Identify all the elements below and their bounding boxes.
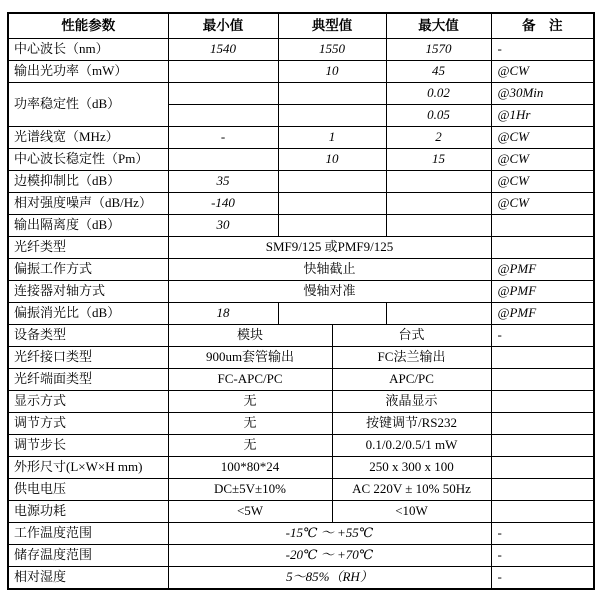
table-row bbox=[8, 149, 594, 171]
param-cell: 边模抑制比（dB） bbox=[8, 171, 168, 193]
param-cell: 光谱线宽（MHz） bbox=[8, 127, 168, 149]
param-cell: 连接器对轴方式 bbox=[8, 281, 168, 303]
right-value: 250 x 300 x 100 bbox=[332, 457, 491, 479]
header-row bbox=[8, 13, 594, 39]
param-cell: 相对强度噪声（dB/Hz） bbox=[8, 193, 168, 215]
typical-value bbox=[278, 215, 386, 237]
right-value: APC/PC bbox=[332, 369, 491, 391]
remark-cell: @CW bbox=[491, 171, 594, 193]
left-value: FC-APC/PC bbox=[168, 369, 332, 391]
merged-value: 快轴截止 bbox=[168, 259, 491, 281]
left-value: 无 bbox=[168, 435, 332, 457]
max-value: 0.05 bbox=[386, 105, 491, 127]
right-value: AC 220V ± 10% 50Hz bbox=[332, 479, 491, 501]
table-row bbox=[8, 215, 594, 237]
table-row bbox=[8, 435, 594, 457]
param-cell: 光纤端面类型 bbox=[8, 369, 168, 391]
remark-cell bbox=[491, 435, 594, 457]
min-value: 30 bbox=[168, 215, 278, 237]
param-cell: 工作温度范围 bbox=[8, 523, 168, 545]
table-row bbox=[8, 171, 594, 193]
left-value: DC±5V±10% bbox=[168, 479, 332, 501]
max-value: 0.02 bbox=[386, 83, 491, 105]
table-row bbox=[8, 259, 594, 281]
table-row bbox=[8, 523, 594, 545]
param-cell: 调节方式 bbox=[8, 413, 168, 435]
max-value: 45 bbox=[386, 61, 491, 83]
remark-cell: @CW bbox=[491, 127, 594, 149]
typical-value: 1 bbox=[278, 127, 386, 149]
remark-cell bbox=[491, 457, 594, 479]
right-value: 0.1/0.2/0.5/1 mW bbox=[332, 435, 491, 457]
remark-cell: - bbox=[491, 325, 594, 347]
left-value: 无 bbox=[168, 391, 332, 413]
right-value: FC法兰输出 bbox=[332, 347, 491, 369]
remark-cell: @30Min bbox=[491, 83, 594, 105]
remark-cell: - bbox=[491, 523, 594, 545]
param-cell: 输出光功率（mW） bbox=[8, 61, 168, 83]
left-value: <5W bbox=[168, 501, 332, 523]
min-value: 18 bbox=[168, 303, 278, 325]
table-row bbox=[8, 61, 594, 83]
table-row bbox=[8, 501, 594, 523]
param-cell: 功率稳定性（dB） bbox=[8, 83, 168, 127]
remark-cell: @PMF bbox=[491, 281, 594, 303]
typical-value bbox=[278, 105, 386, 127]
param-cell: 中心波长稳定性（Pm） bbox=[8, 149, 168, 171]
typical-value: 10 bbox=[278, 61, 386, 83]
left-value: 100*80*24 bbox=[168, 457, 332, 479]
remark-cell bbox=[491, 347, 594, 369]
remark-cell: @CW bbox=[491, 61, 594, 83]
max-value bbox=[386, 215, 491, 237]
table-row bbox=[8, 545, 594, 567]
table-row bbox=[8, 479, 594, 501]
remark-cell: - bbox=[491, 39, 594, 61]
min-value: - bbox=[168, 127, 278, 149]
table-row bbox=[8, 347, 594, 369]
remark-cell bbox=[491, 215, 594, 237]
table-row bbox=[8, 83, 594, 105]
remark-cell bbox=[491, 391, 594, 413]
table-row bbox=[8, 281, 594, 303]
param-cell: 光纤接口类型 bbox=[8, 347, 168, 369]
typical-value: 10 bbox=[278, 149, 386, 171]
col-header-max: 最大值 bbox=[386, 13, 491, 39]
remark-cell bbox=[491, 237, 594, 259]
table-row bbox=[8, 303, 594, 325]
param-cell: 偏振工作方式 bbox=[8, 259, 168, 281]
max-value bbox=[386, 303, 491, 325]
right-value: 按键调节/RS232 bbox=[332, 413, 491, 435]
spec-table bbox=[7, 12, 595, 590]
merged-value: 5～85%（RH） bbox=[168, 567, 491, 590]
merged-value: 慢轴对准 bbox=[168, 281, 491, 303]
max-value: 15 bbox=[386, 149, 491, 171]
param-cell: 外形尺寸(L×W×H mm) bbox=[8, 457, 168, 479]
table-row bbox=[8, 567, 594, 590]
remark-cell bbox=[491, 369, 594, 391]
right-value: 液晶显示 bbox=[332, 391, 491, 413]
max-value: 2 bbox=[386, 127, 491, 149]
param-cell: 相对湿度 bbox=[8, 567, 168, 590]
param-cell: 电源功耗 bbox=[8, 501, 168, 523]
col-header-parameter: 性能参数 bbox=[8, 13, 168, 39]
remark-cell: @CW bbox=[491, 149, 594, 171]
left-value: 模块 bbox=[168, 325, 332, 347]
min-value: 35 bbox=[168, 171, 278, 193]
typical-value bbox=[278, 303, 386, 325]
table-row bbox=[8, 127, 594, 149]
param-cell: 输出隔离度（dB） bbox=[8, 215, 168, 237]
typical-value bbox=[278, 171, 386, 193]
table-row bbox=[8, 325, 594, 347]
remark-cell bbox=[491, 413, 594, 435]
max-value bbox=[386, 193, 491, 215]
table-row bbox=[8, 193, 594, 215]
remark-cell: @PMF bbox=[491, 259, 594, 281]
left-value: 无 bbox=[168, 413, 332, 435]
table-row bbox=[8, 391, 594, 413]
param-cell: 设备类型 bbox=[8, 325, 168, 347]
col-header-typical: 典型值 bbox=[278, 13, 386, 39]
min-value bbox=[168, 105, 278, 127]
min-value bbox=[168, 61, 278, 83]
table-row bbox=[8, 457, 594, 479]
right-value: <10W bbox=[332, 501, 491, 523]
min-value: -140 bbox=[168, 193, 278, 215]
param-cell: 供电电压 bbox=[8, 479, 168, 501]
table-row bbox=[8, 369, 594, 391]
remark-cell: - bbox=[491, 545, 594, 567]
remark-cell: @CW bbox=[491, 193, 594, 215]
remark-cell bbox=[491, 501, 594, 523]
table-row bbox=[8, 237, 594, 259]
col-header-remark: 备 注 bbox=[491, 13, 594, 39]
table-row bbox=[8, 413, 594, 435]
col-header-min: 最小值 bbox=[168, 13, 278, 39]
min-value bbox=[168, 83, 278, 105]
param-cell: 中心波长（nm） bbox=[8, 39, 168, 61]
remark-cell bbox=[491, 479, 594, 501]
param-cell: 光纤类型 bbox=[8, 237, 168, 259]
typical-value bbox=[278, 193, 386, 215]
param-cell: 显示方式 bbox=[8, 391, 168, 413]
merged-value: -20℃ ～ +70℃ bbox=[168, 545, 491, 567]
remark-cell: @PMF bbox=[491, 303, 594, 325]
merged-value: -15℃ ～ +55℃ bbox=[168, 523, 491, 545]
typical-value: 1550 bbox=[278, 39, 386, 61]
min-value: 1540 bbox=[168, 39, 278, 61]
left-value: 900um套管输出 bbox=[168, 347, 332, 369]
max-value: 1570 bbox=[386, 39, 491, 61]
typical-value bbox=[278, 83, 386, 105]
right-value: 台式 bbox=[332, 325, 491, 347]
min-value bbox=[168, 149, 278, 171]
merged-value: SMF9/125 或PMF9/125 bbox=[168, 237, 491, 259]
param-cell: 调节步长 bbox=[8, 435, 168, 457]
remark-cell: - bbox=[491, 567, 594, 590]
param-cell: 偏振消光比（dB） bbox=[8, 303, 168, 325]
param-cell: 储存温度范围 bbox=[8, 545, 168, 567]
remark-cell: @1Hr bbox=[491, 105, 594, 127]
max-value bbox=[386, 171, 491, 193]
table-row bbox=[8, 39, 594, 61]
